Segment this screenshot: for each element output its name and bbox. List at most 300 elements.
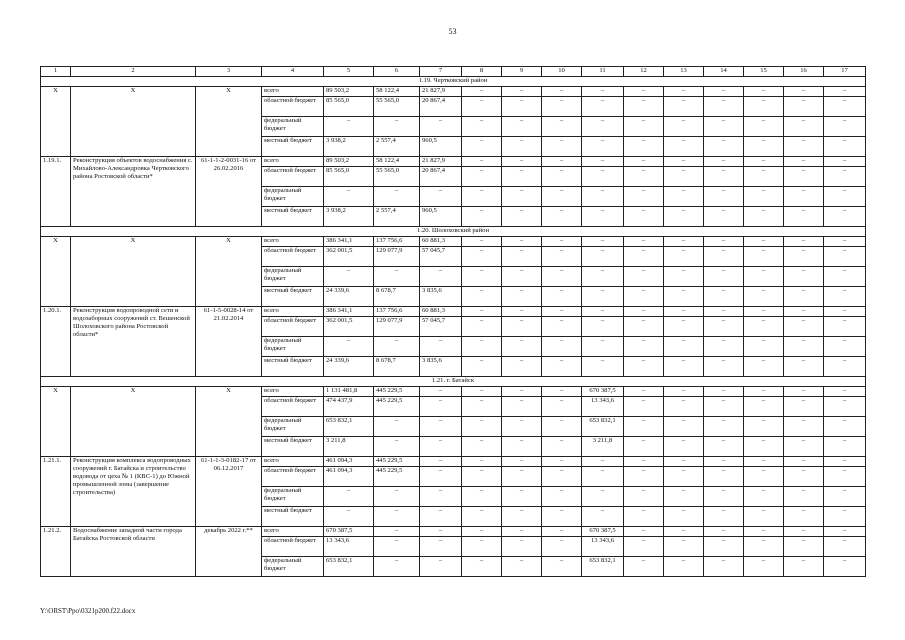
value-cell: – [582,287,624,307]
value-cell: – [784,457,824,467]
page-number: 53 [448,27,457,36]
value-cell: – [704,167,744,187]
value-cell: – [704,247,744,267]
value-cell: – [374,537,420,557]
value-cell: – [704,137,744,157]
value-cell: – [744,137,784,157]
value-cell: – [542,417,582,437]
value-cell: – [624,417,664,437]
value-cell: – [744,267,784,287]
value-cell: – [542,537,582,557]
value-cell: – [420,527,462,537]
value-cell: – [664,97,704,117]
column-number: 9 [502,67,542,77]
value-cell: – [824,187,866,207]
budget-source-label: федеральный бюджет [262,487,324,507]
value-cell: – [744,417,784,437]
value-cell: – [664,437,704,457]
value-cell: 58 122,4 [374,157,420,167]
object-name: Х [71,237,196,307]
file-path-footer: Y:\ORST\Ppo\0321p200.f22.docx [40,607,136,615]
value-cell: – [502,97,542,117]
value-cell: – [420,187,462,207]
value-cell: – [664,237,704,247]
value-cell: – [744,487,784,507]
value-cell: – [664,287,704,307]
value-cell: – [502,557,542,577]
value-cell: – [704,457,744,467]
value-cell: – [420,267,462,287]
value-cell: – [582,187,624,207]
value-cell: – [784,247,824,267]
value-cell: – [374,267,420,287]
budget-source-label: местный бюджет [262,207,324,227]
value-cell: – [624,157,664,167]
column-number: 14 [704,67,744,77]
column-number: 8 [462,67,502,77]
value-cell: – [582,337,624,357]
value-cell: – [784,357,824,377]
value-cell: 653 832,1 [324,417,374,437]
value-cell: – [664,207,704,227]
object-code: Х [196,387,262,457]
value-cell: 89 503,2 [324,87,374,97]
table-row [41,457,866,467]
column-number: 13 [664,67,704,77]
value-cell: – [502,117,542,137]
budget-table [40,66,866,577]
value-cell: 653 832,1 [324,557,374,577]
value-cell: 445 229,5 [374,387,420,397]
value-cell: – [374,337,420,357]
section-title-row [41,227,866,237]
value-cell: – [784,267,824,287]
value-cell: – [624,557,664,577]
value-cell: – [624,117,664,137]
value-cell: – [462,87,502,97]
value-cell: 55 565,0 [374,97,420,117]
value-cell: – [784,157,824,167]
value-cell: – [704,387,744,397]
value-cell: 13 343,6 [324,537,374,557]
value-cell: – [784,87,824,97]
budget-source-label: местный бюджет [262,507,324,527]
value-cell: 445 229,5 [374,397,420,417]
value-cell: – [664,417,704,437]
value-cell: – [744,557,784,577]
value-cell: – [664,527,704,537]
value-cell: 670 387,5 [582,387,624,397]
value-cell: – [664,537,704,557]
value-cell: – [704,207,744,227]
value-cell: – [704,87,744,97]
value-cell: – [624,287,664,307]
value-cell: – [324,267,374,287]
value-cell: 362 001,5 [324,247,374,267]
value-cell: – [420,537,462,557]
value-cell: – [824,417,866,437]
value-cell: – [462,437,502,457]
budget-source-label: местный бюджет [262,287,324,307]
value-cell: – [784,167,824,187]
value-cell: – [664,357,704,377]
value-cell: – [582,247,624,267]
value-cell: – [502,457,542,467]
value-cell: – [744,237,784,247]
value-cell: – [784,487,824,507]
value-cell: – [824,117,866,137]
budget-source-label: всего [262,527,324,537]
row-number: Х [41,87,71,157]
value-cell: – [824,537,866,557]
value-cell: – [542,247,582,267]
value-cell: – [462,287,502,307]
value-cell: – [462,487,502,507]
value-cell: – [744,467,784,487]
value-cell: – [502,537,542,557]
value-cell: – [664,187,704,207]
value-cell: 137 756,6 [374,307,420,317]
value-cell: – [462,97,502,117]
value-cell: – [664,507,704,527]
value-cell: – [624,237,664,247]
value-cell: – [462,237,502,247]
value-cell: – [462,537,502,557]
budget-source-label: областной бюджет [262,317,324,337]
value-cell: – [664,247,704,267]
section-title-row [41,377,866,387]
value-cell: – [784,397,824,417]
value-cell: – [582,487,624,507]
value-cell: 960,5 [420,207,462,227]
value-cell: – [542,87,582,97]
value-cell: – [744,247,784,267]
value-cell: 137 756,6 [374,237,420,247]
column-number: 3 [196,67,262,77]
value-cell: – [704,527,744,537]
value-cell: – [624,437,664,457]
column-number: 16 [784,67,824,77]
value-cell: – [824,237,866,247]
value-cell: – [824,137,866,157]
value-cell: 21 827,9 [420,87,462,97]
budget-source-label: всего [262,87,324,97]
value-cell: 3 835,6 [420,357,462,377]
value-cell: – [824,387,866,397]
value-cell: – [664,387,704,397]
value-cell: – [664,317,704,337]
value-cell: 3 938,2 [324,137,374,157]
value-cell: – [542,507,582,527]
column-number: 17 [824,67,866,77]
value-cell: – [824,157,866,167]
value-cell: – [744,157,784,167]
table-row [41,157,866,167]
value-cell: – [502,137,542,157]
value-cell: – [462,207,502,227]
value-cell: – [784,467,824,487]
value-cell: – [664,167,704,187]
value-cell: – [462,337,502,357]
value-cell: 653 832,1 [582,557,624,577]
value-cell: 57 045,7 [420,247,462,267]
value-cell: – [462,317,502,337]
object-code: Х [196,237,262,307]
value-cell: – [744,527,784,537]
value-cell: – [542,487,582,507]
value-cell: – [502,387,542,397]
value-cell: – [420,467,462,487]
value-cell: – [624,507,664,527]
value-cell: – [502,267,542,287]
value-cell: – [420,387,462,397]
value-cell: – [664,467,704,487]
column-number: 5 [324,67,374,77]
value-cell: – [462,557,502,577]
value-cell: – [502,307,542,317]
value-cell: – [502,337,542,357]
value-cell: 3 211,8 [582,437,624,457]
value-cell: – [502,207,542,227]
value-cell: – [784,117,824,137]
value-cell: – [582,87,624,97]
value-cell: 55 565,0 [374,167,420,187]
column-number: 10 [542,67,582,77]
budget-source-label: областной бюджет [262,397,324,417]
table-row [41,387,866,397]
value-cell: 13 343,6 [582,397,624,417]
value-cell: – [582,357,624,377]
table-row [41,527,866,537]
value-cell: 60 881,3 [420,307,462,317]
value-cell: – [664,307,704,317]
value-cell: – [704,397,744,417]
value-cell: – [542,167,582,187]
value-cell: – [824,457,866,467]
value-cell: – [542,317,582,337]
value-cell: – [462,467,502,487]
budget-source-label: областной бюджет [262,467,324,487]
value-cell: – [374,557,420,577]
value-cell: 89 503,2 [324,157,374,167]
value-cell: – [784,527,824,537]
value-cell: – [824,507,866,527]
value-cell: – [582,137,624,157]
value-cell: – [462,307,502,317]
value-cell: – [664,87,704,97]
value-cell: – [462,457,502,467]
value-cell: – [624,457,664,467]
value-cell: – [704,287,744,307]
value-cell: – [784,287,824,307]
value-cell: – [462,167,502,187]
value-cell: – [462,157,502,167]
value-cell: – [624,337,664,357]
value-cell: – [420,437,462,457]
value-cell: 445 229,5 [374,457,420,467]
value-cell: – [462,417,502,437]
value-cell: 85 565,0 [324,167,374,187]
object-name: Х [71,87,196,157]
value-cell: – [624,137,664,157]
column-number: 2 [71,67,196,77]
value-cell: – [784,417,824,437]
value-cell: – [624,487,664,507]
section-title: 1.21. г. Батайск [41,377,866,387]
value-cell: – [824,87,866,97]
value-cell: – [542,157,582,167]
object-name: Х [71,387,196,457]
row-number: Х [41,237,71,307]
row-number: 1.21.2. [41,527,71,577]
value-cell: – [784,507,824,527]
value-cell: – [502,317,542,337]
value-cell: – [744,187,784,207]
value-cell: – [824,317,866,337]
value-cell: – [624,307,664,317]
value-cell: – [324,337,374,357]
value-cell: 670 387,5 [582,527,624,537]
value-cell: – [664,487,704,507]
budget-source-label: федеральный бюджет [262,337,324,357]
value-cell: – [542,117,582,137]
value-cell: 670 387,5 [324,527,374,537]
budget-source-label: федеральный бюджет [262,417,324,437]
value-cell: – [542,287,582,307]
value-cell: – [704,557,744,577]
value-cell: – [542,357,582,377]
value-cell: – [582,267,624,287]
value-cell: – [704,417,744,437]
value-cell: 362 001,5 [324,317,374,337]
value-cell: 461 094,3 [324,457,374,467]
object-name: Реконструкция объектов водоснабжения с. Михайлово-Александровка Чертковского района Ростовской области* [71,157,196,227]
value-cell: – [664,557,704,577]
value-cell: – [542,387,582,397]
value-cell: – [784,237,824,247]
value-cell: – [420,397,462,417]
value-cell: – [542,267,582,287]
object-code: декабрь 2022 г.** [196,527,262,577]
value-cell: – [542,187,582,207]
budget-source-label: местный бюджет [262,357,324,377]
value-cell: – [542,207,582,227]
value-cell: – [502,507,542,527]
value-cell: – [582,97,624,117]
value-cell: – [542,557,582,577]
value-cell: 474 437,9 [324,397,374,417]
value-cell: – [624,167,664,187]
value-cell: 1 131 481,8 [324,387,374,397]
value-cell: – [420,117,462,137]
value-cell: – [784,337,824,357]
value-cell: – [582,117,624,137]
object-code: 61-1-1-2-0031-16 от 26.02.2016 [196,157,262,227]
value-cell: – [582,157,624,167]
value-cell: – [784,187,824,207]
budget-source-label: всего [262,307,324,317]
value-cell: – [744,307,784,317]
value-cell: – [624,357,664,377]
table-row [41,87,866,97]
column-number: 4 [262,67,324,77]
value-cell: – [324,117,374,137]
value-cell: – [824,207,866,227]
value-cell: – [824,307,866,317]
value-cell: 3 835,6 [420,287,462,307]
value-cell: 58 122,4 [374,87,420,97]
value-cell: – [704,357,744,377]
value-cell: – [582,237,624,247]
value-cell: 445 229,5 [374,467,420,487]
value-cell: – [542,97,582,117]
value-cell: – [704,317,744,337]
value-cell: 2 557,4 [374,207,420,227]
value-cell: 386 341,1 [324,237,374,247]
value-cell: – [824,467,866,487]
value-cell: – [502,187,542,207]
budget-source-label: федеральный бюджет [262,557,324,577]
value-cell: – [374,417,420,437]
value-cell: – [824,337,866,357]
value-cell: – [664,137,704,157]
value-cell: – [374,527,420,537]
object-code: Х [196,87,262,157]
column-number: 15 [744,67,784,77]
value-cell: 653 832,1 [582,417,624,437]
value-cell: – [744,87,784,97]
value-cell: 24 339,6 [324,357,374,377]
table-row [41,307,866,317]
value-cell: – [824,357,866,377]
value-cell: – [582,317,624,337]
section-title: 1.20. Шолоховский район [41,227,866,237]
value-cell: – [462,187,502,207]
value-cell: – [704,187,744,207]
row-number: 1.20.1. [41,307,71,377]
budget-source-label: областной бюджет [262,97,324,117]
value-cell: – [704,307,744,317]
value-cell: – [502,237,542,247]
value-cell: – [824,247,866,267]
value-cell: – [420,487,462,507]
column-number: 1 [41,67,71,77]
value-cell: – [704,337,744,357]
budget-source-label: всего [262,457,324,467]
value-cell: – [420,337,462,357]
value-cell: – [502,417,542,437]
budget-source-label: федеральный бюджет [262,117,324,137]
value-cell: – [664,117,704,137]
section-title: 1.19. Чертковский район [41,77,866,87]
value-cell: – [462,507,502,527]
value-cell: – [824,437,866,457]
column-number: 7 [420,67,462,77]
value-cell: – [744,507,784,527]
value-cell: – [744,97,784,117]
value-cell: – [582,307,624,317]
value-cell: – [744,387,784,397]
value-cell: – [704,467,744,487]
value-cell: – [744,397,784,417]
value-cell: – [744,287,784,307]
column-numbers-row [41,67,866,77]
value-cell: 8 678,7 [374,287,420,307]
value-cell: – [784,307,824,317]
value-cell: – [784,317,824,337]
value-cell: – [824,167,866,187]
value-cell: – [824,487,866,507]
